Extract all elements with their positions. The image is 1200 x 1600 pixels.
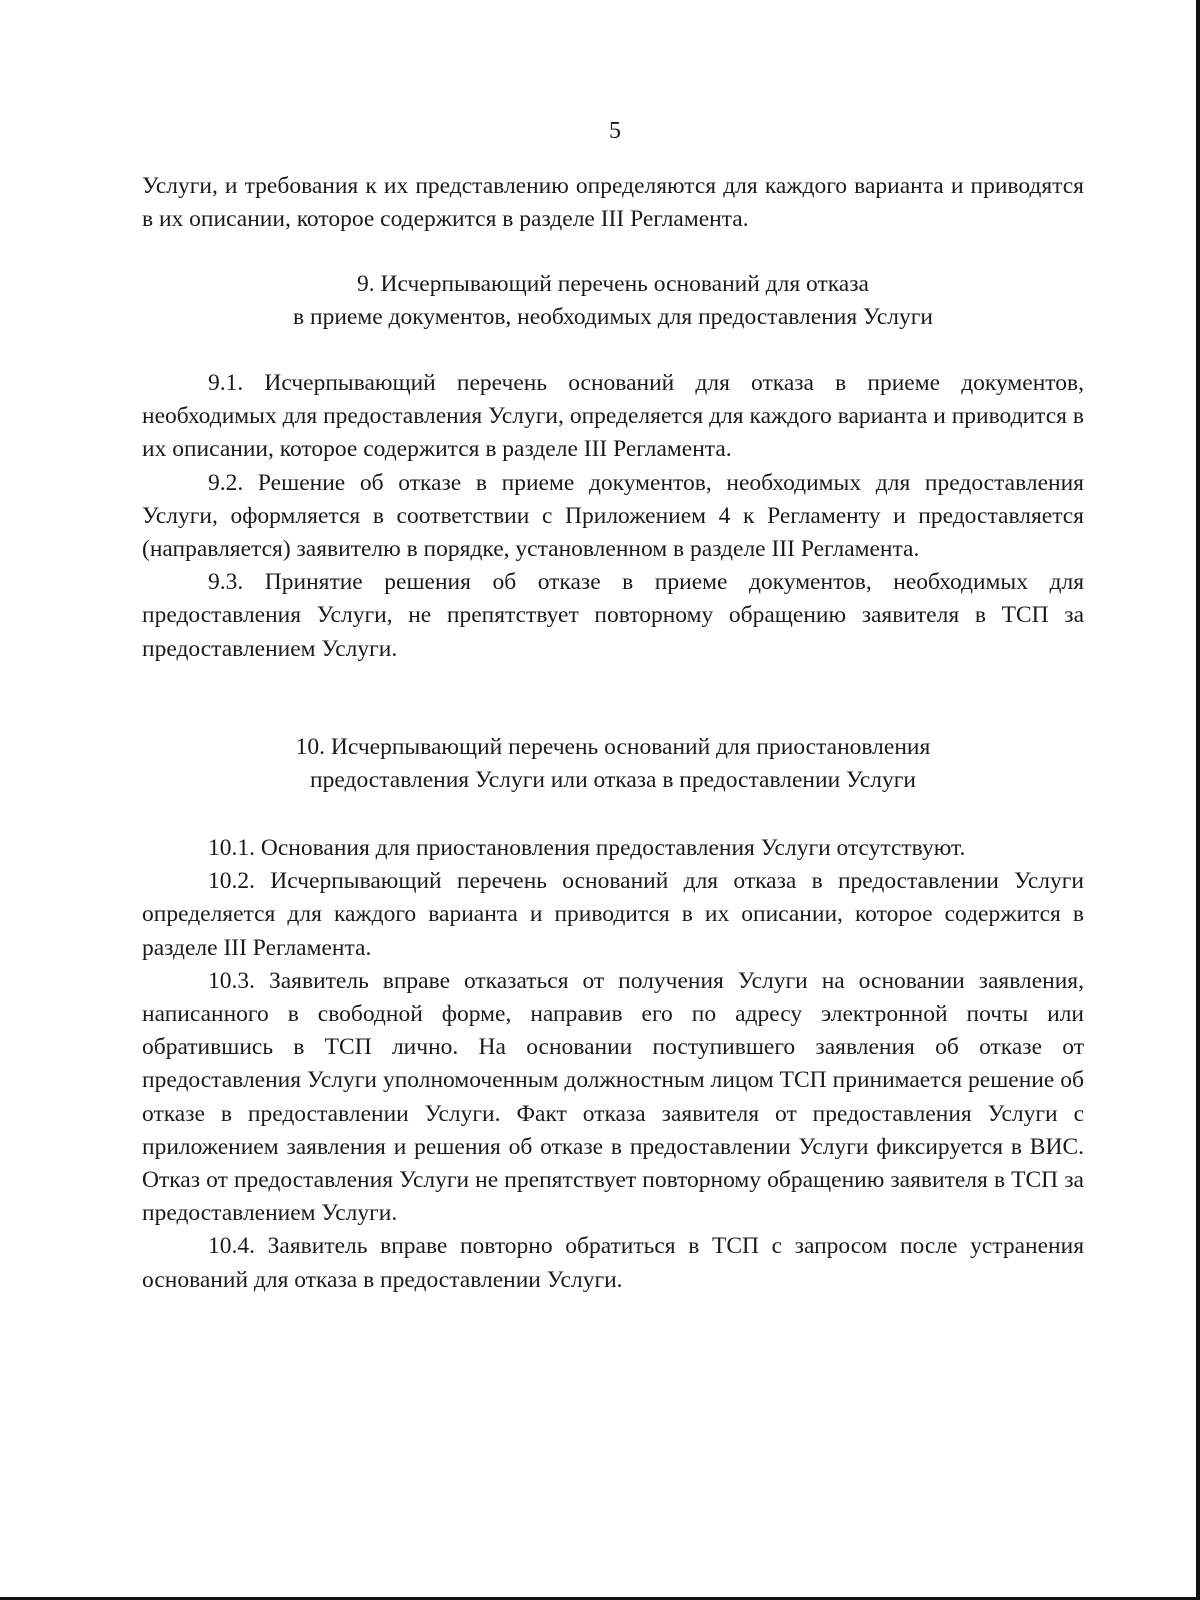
- section-9-heading-line-2: в приеме документов, необходимых для предоставления Услуги: [293, 304, 933, 331]
- paragraph-10-3: 10.3. Заявитель вправе отказаться от получения Услуги на основании заявления, написанного в свободной форме, направив его по адресу электронной почты или обратившись в ТСП лично. На основании поступившего заявления об отказе от предоставления Услуги уполномоченным должностным лицом ТСП принимается решение об отказе в предоставлении Услуги. Факт отказа заявителя от предоставления Услуги с приложением заявления и решения об отказе в предоставлении Услуги фиксируется в ВИС. Отказ от предоставления Услуги не препятствует повторному обращению заявителя в ТСП за предоставлением Услуги.: [142, 967, 1084, 1227]
- paragraph-10-1: 10.1. Основания для приостановления предоставления Услуги отсутствуют.: [208, 835, 966, 861]
- paragraph-10-2: 10.2. Исчерпывающий перечень оснований для отказа в предоставлении Услуги определяется для каждого варианта и приводится в их описании, которое содержится в разделе III Регламента.: [142, 868, 1084, 961]
- section-9-body: [142, 367, 1084, 666]
- section-10-heading: [142, 731, 1084, 797]
- page-number: 5: [609, 118, 621, 144]
- paragraph-9-2: 9.2. Решение об отказе в приеме документов, необходимых для предоставления Услуги, оформляется в соответствии с Приложением 4 к Регламенту и предоставляется (направляется) заявителю в порядке, установленном в разделе III Регламента.: [142, 469, 1084, 563]
- intro-paragraph-block: [142, 170, 1084, 236]
- paragraph-9-3: 9.3. Принятие решения об отказе в приеме документов, необходимых для предоставления Услуги, не препятствует повторному обращению заявителя в ТСП за предоставлением Услуги.: [142, 569, 1084, 662]
- section-9-heading: [142, 268, 1084, 334]
- paragraph-10-4: 10.4. Заявитель вправе повторно обратиться в ТСП с запросом после устранения оснований для отказа в предоставлении Услуги.: [142, 1233, 1084, 1293]
- paragraph-9-1: 9.1. Исчерпывающий перечень оснований для отказа в приеме документов, необходимых для предоставления Услуги, определяется для каждого варианта и приводится в их описании, которое содержится в разделе III Регламента.: [142, 370, 1084, 463]
- section-10-body: [142, 832, 1084, 1297]
- scan-edge-right: [1196, 0, 1200, 1600]
- intro-paragraph: Услуги, и требования к их представлению определяются для каждого варианта и приводятся в их описании, которое содержится в разделе III Регламента.: [142, 173, 1084, 233]
- section-9-heading-line-1: 9. Исчерпывающий перечень оснований для отказа: [357, 271, 869, 297]
- section-10-heading-line-2: предоставления Услуги или отказа в предоставлении Услуги: [310, 767, 916, 794]
- section-10-heading-line-1: 10. Исчерпывающий перечень оснований для приостановления: [295, 734, 931, 760]
